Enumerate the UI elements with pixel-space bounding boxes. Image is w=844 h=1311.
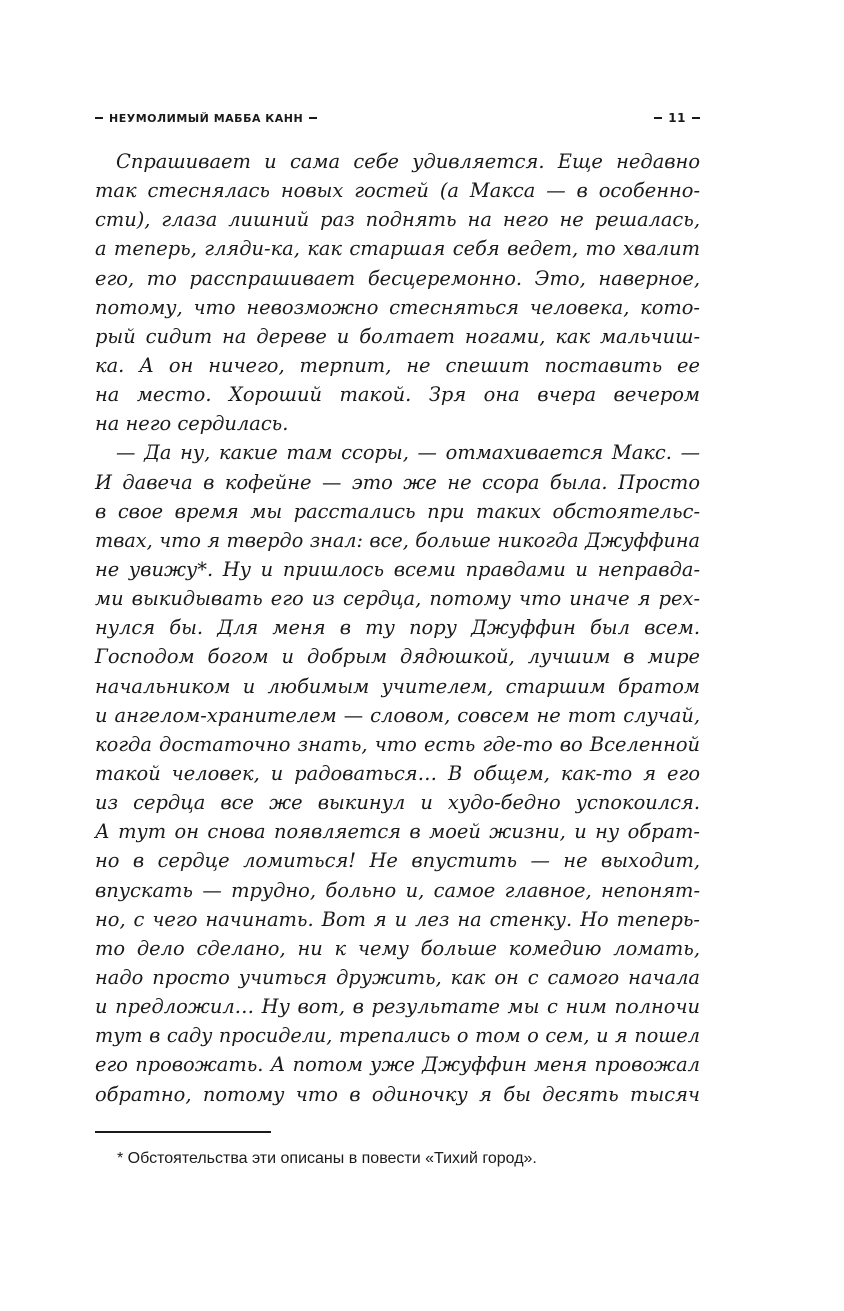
text-line: в свое время мы расстались при таких обстоятельс-: [95, 499, 700, 523]
text-line: твах, что я твердо знал: все, больше никогда Джуффина: [95, 528, 700, 552]
text-line: рый сидит на дереве и болтает ногами, как мальчиш-: [95, 324, 700, 348]
footnote: * Обстоятельства эти описаны в повести «Тихий город».: [117, 1150, 537, 1167]
text-line: И давеча в кофейне — это же не ссора была. Просто: [95, 470, 700, 494]
running-head-left: [95, 112, 317, 125]
text-line: и ангелом-хранителем — словом, совсем не тот случай,: [95, 703, 700, 727]
text-line: то дело сделано, ни к чему больше комедию ломать,: [95, 936, 700, 960]
text-line: сти), глаза лишний раз поднять на него не решалась,: [95, 208, 700, 232]
page-number: 11: [668, 111, 686, 125]
running-head: [95, 108, 700, 128]
text-line: на него сердилась.: [95, 412, 289, 436]
ornament-dash: [654, 117, 662, 119]
text-line: нулся бы. Для меня в ту пору Джуффин был всем.: [95, 616, 700, 640]
text-line: не увижу*. Ну и пришлось всеми правдами и неправда-: [95, 557, 700, 581]
text-line: впускать — трудно, больно и, самое главное, непонят-: [95, 878, 700, 902]
ornament-dash: [309, 117, 317, 119]
running-head-right: [654, 111, 700, 125]
text-line: начальником и любимым учителем, старшим братом: [95, 674, 700, 698]
text-line: обратно, потому что в одиночку я бы десять тысяч: [95, 1082, 700, 1106]
text-line: а теперь, гляди-ка, как старшая себя ведет, то хвалит: [95, 237, 700, 261]
text-line: на место. Хороший такой. Зря она вчера вечером: [95, 383, 700, 407]
text-line: ка. А он ничего, терпит, не спешит поставить ее: [95, 353, 700, 377]
text-line: его, то расспрашивает бесцеремонно. Это, наверное,: [95, 266, 700, 290]
text-line: так стеснялась новых гостей (а Макса — в особенно-: [95, 179, 700, 203]
text-line: такой человек, и радоваться… В общем, как-то я его: [95, 761, 700, 785]
text-line: А тут он снова появляется в моей жизни, и ну обрат-: [95, 820, 700, 844]
ornament-dash: [95, 117, 103, 119]
text-line: Господом богом и добрым дядюшкой, лучшим в мире: [95, 645, 700, 669]
text-line: надо просто учиться дружить, как он с самого начала: [95, 965, 700, 989]
text-line: тут в саду просидели, трепались о том о сем, и я пошел: [95, 1024, 700, 1048]
text-line: но в сердце ломиться! Не впустить — не выходит,: [95, 849, 700, 873]
ornament-dash: [692, 117, 700, 119]
text-line: его провожать. А потом уже Джуффин меня провожал: [95, 1053, 700, 1077]
text-line: и предложил… Ну вот, в результате мы с ним полночи: [95, 995, 700, 1019]
text-line: Спрашивает и сама себе удивляется. Еще недавно: [116, 150, 700, 173]
text-line: когда достаточно знать, что есть где-то во Вселенной: [95, 732, 700, 756]
text-line: из сердца все же выкинул и худо-бедно успокоился.: [95, 791, 700, 815]
body-text: [95, 147, 700, 1109]
text-line: ми выкидывать его из сердца, потому что иначе я рех-: [95, 587, 700, 611]
text-line: — Да ну, какие там ссоры, — отмахивается Макс. —: [116, 441, 700, 465]
running-head-title: НЕУМОЛИМЫЙ МАББА КАНН: [109, 111, 304, 125]
text-line: но, с чего начинать. Вот я и лез на стенку. Но теперь-: [95, 907, 700, 931]
footnote-rule: [95, 1131, 271, 1133]
text-line: потому, что невозможно стесняться человека, кото-: [95, 295, 700, 319]
